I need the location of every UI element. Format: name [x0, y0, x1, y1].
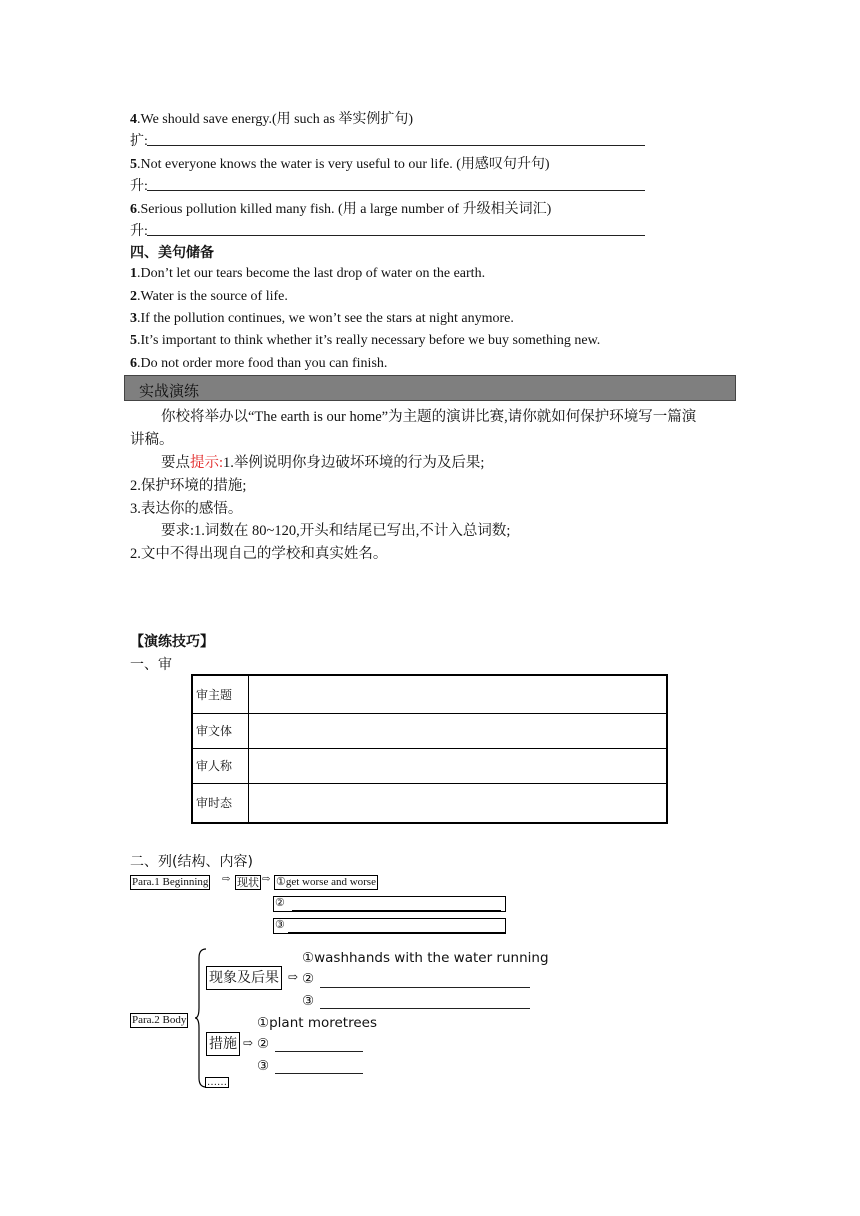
- arrow-icon: ⇨: [288, 970, 299, 984]
- rewrite-item-6: [130, 198, 551, 218]
- hint-text: 1.举例说明你身边破坏环境的行为及后果;: [223, 455, 485, 471]
- table-label: 审时态: [192, 783, 249, 823]
- table-label: 审文体: [192, 713, 249, 748]
- banner-title: 实战演练: [139, 382, 200, 400]
- item-text: .If the pollution continues, we won’t see the stars at night anymore.: [137, 311, 514, 326]
- item-number: 6: [130, 356, 137, 371]
- answer-line[interactable]: [275, 1073, 363, 1074]
- table-answer-cell[interactable]: [249, 675, 668, 713]
- table-answer-cell[interactable]: [249, 713, 668, 748]
- item-number: 3: [130, 311, 137, 326]
- task-hint-2: 2.保护环境的措施;: [130, 478, 247, 494]
- tips-title: 【演练技巧】: [130, 634, 214, 650]
- task-hint-3: 3.表达你的感悟。: [130, 501, 243, 517]
- answer-line[interactable]: [320, 987, 530, 988]
- answer-line[interactable]: [147, 145, 645, 146]
- item-number: 5: [130, 333, 137, 348]
- rewrite-item-4: [130, 108, 413, 128]
- sentence-item: [130, 266, 485, 282]
- table-row: [192, 713, 667, 748]
- table-row: [192, 748, 667, 783]
- sentence-item: [130, 333, 600, 349]
- task-hint: [161, 451, 484, 472]
- para2-group-measures: 措施: [206, 1032, 240, 1056]
- item-text: .Don’t let our tears become the last drop of water on the earth.: [137, 266, 486, 281]
- sentence-item: [130, 356, 387, 372]
- group2-item-3: ③: [257, 1058, 270, 1074]
- item-number: 6: [130, 202, 137, 217]
- review-table: [191, 674, 668, 824]
- para1-status: 现状: [237, 876, 259, 889]
- table-label: 审人称: [192, 748, 249, 783]
- answer-line: [288, 932, 505, 933]
- group1-item-2: ②: [302, 971, 315, 987]
- para2-more: ……: [207, 1077, 227, 1088]
- group2-item-1: ①plant moretrees: [257, 1015, 377, 1031]
- item-marker: ③: [275, 919, 285, 931]
- arrow-icon: ⇨: [243, 1036, 254, 1050]
- item-text: .Serious pollution killed many fish. (用 a large number of 升级相关词汇): [137, 202, 552, 217]
- para1-item-3[interactable]: [273, 918, 506, 934]
- section-title: 四、美句储备: [130, 245, 214, 261]
- answer-line: [292, 910, 501, 911]
- answer-line[interactable]: [147, 190, 645, 191]
- item-marker: ②: [275, 897, 285, 909]
- answer-prefix: 扩:: [130, 134, 148, 149]
- para2-label: Para.2 Body: [132, 1014, 187, 1026]
- table-label: 审主题: [192, 675, 249, 713]
- item-text: .We should save energy.(用 such as 举实例扩句): [137, 112, 414, 127]
- table-answer-cell[interactable]: [249, 783, 668, 823]
- group1-item-3: ③: [302, 993, 315, 1009]
- review-title: 一、审: [130, 657, 172, 673]
- item-text: .Not everyone knows the water is very useful to our life. (用感叹句升句): [137, 157, 550, 172]
- item-number: 1: [130, 266, 137, 281]
- table-answer-cell[interactable]: [249, 748, 668, 783]
- group1-item-1: ①washhands with the water running: [302, 950, 549, 966]
- hint-prefix: 要点: [161, 455, 190, 471]
- answer-prefix: 升:: [130, 224, 148, 239]
- item-text: .Water is the source of life.: [137, 289, 288, 304]
- sentence-item: [130, 311, 514, 327]
- answer-line[interactable]: [275, 1051, 363, 1052]
- para1-item-1: ①get worse and worse: [276, 876, 376, 888]
- group2-item-2: ②: [257, 1036, 270, 1052]
- table-row: [192, 783, 667, 823]
- answer-line[interactable]: [320, 1008, 530, 1009]
- answer-prefix: 升:: [130, 179, 148, 194]
- item-number: 4: [130, 112, 137, 127]
- hint-label: 提示:: [190, 455, 224, 471]
- task-intro-cont: 讲稿。: [130, 432, 174, 448]
- item-number: 5: [130, 157, 137, 172]
- section-banner: [124, 375, 736, 401]
- task-intro: 你校将举办以“The earth is our home”为主题的演讲比赛,请你就如何保护环境写一篇演: [161, 409, 697, 425]
- sentence-item: [130, 289, 288, 305]
- arrow-icon: ⇨: [222, 874, 231, 885]
- list-title: 二、列(结构、内容): [130, 854, 253, 870]
- item-number: 2: [130, 289, 137, 304]
- arrow-icon: ⇨: [262, 874, 271, 885]
- para2-group-phenomena: 现象及后果: [206, 966, 282, 990]
- rewrite-item-5: [130, 153, 550, 173]
- table-row: [192, 675, 667, 713]
- answer-line[interactable]: [147, 235, 645, 236]
- item-text: .Do not order more food than you can finish.: [137, 356, 388, 371]
- task-requirement-2: 2.文中不得出现自己的学校和真实姓名。: [130, 546, 388, 562]
- para1-label: Para.1 Beginning: [132, 876, 209, 888]
- para1-item-2[interactable]: [273, 896, 506, 912]
- item-text: .It’s important to think whether it’s really necessary before we buy something new.: [137, 333, 601, 348]
- task-requirement: 要求:1.词数在 80~120,开头和结尾已写出,不计入总词数;: [161, 523, 511, 539]
